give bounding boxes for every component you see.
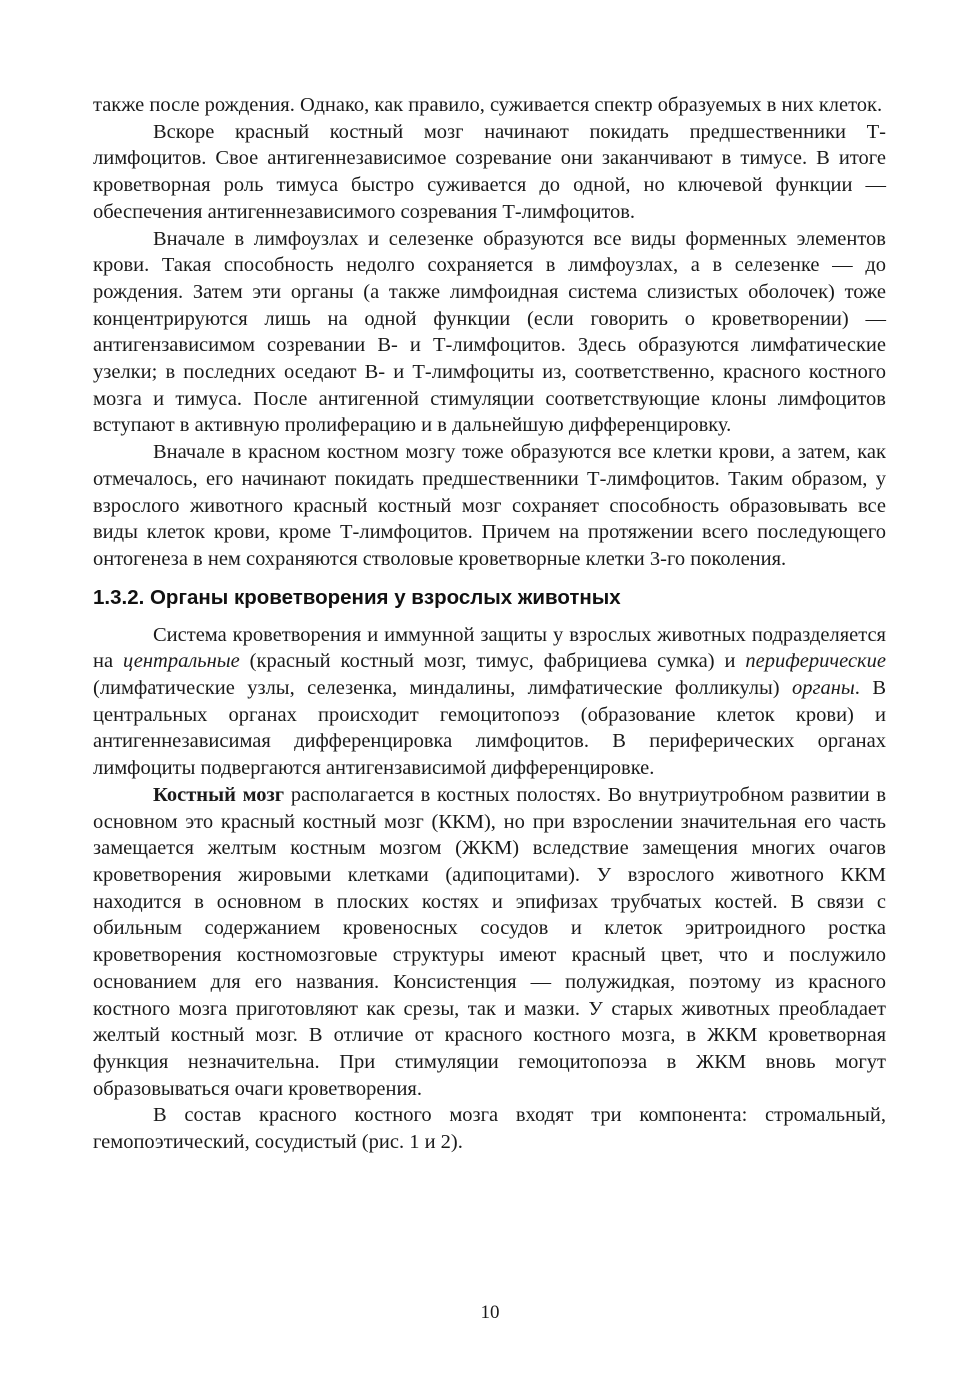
paragraph-3: Вначале в лимфоузлах и селезенке образуются все виды форменных элементов крови. Такая способность недолго сохраняется в лимфоузлах, а в селезенке — до рождения. Затем эти органы (а также лимфоидная система слизистых оболочек) тоже концентрируются лишь на одной функции (если говорить о кроветворении) — антигензависимом созревании В- и Т-лимфоцитов. Здесь образуются лимфатические узелки; в последних оседают В- и Т-лимфоциты из, соответственно, красного костного мозга и тимуса. После антигенной стимуляции соответствующие клоны лимфоцитов вступают в активную пролиферацию и в дальнейшую дифференцировку. — [93, 227, 886, 437]
paragraph-5 — [93, 622, 886, 782]
paragraph-2: Вскоре красный костный мозг начинают покидать предшественники Т-лимфоцитов. Свое антигеннезависимое созревание они заканчивают в тимусе. В итоге кроветворная роль тимуса быстро суживается до одной, но ключевой функции — обеспечения антигеннезависимого созревания Т-лимфоцитов. — [93, 120, 886, 223]
paragraph-6-bold-term: Костный мозг — [153, 783, 285, 806]
paragraph-5-text-d: . В центральных органах происходит гемоцитопоэз (образование клеток крови) и антигеннезависимая дифференцировка лимфоцитов. В периферических органах лимфоциты подвергаются антигензависимой дифференцировке. — [93, 677, 886, 780]
paragraph-5-italic-organs: органы — [791, 677, 855, 700]
paragraph-1: также после рождения. Однако, как правило, суживается спектр образуемых в них клеток. — [93, 94, 883, 116]
paragraph-6-text: располагается в костных полостях. Во внутриутробном развитии в основном это красный костный мозг (ККМ), но при взрослении значительная его часть замещается желтым костным мозгом (ЖКМ) вследствие замещения многих очагов кроветворения жировыми клетками (адипоцитами). У взрослого животного ККМ находится в основном в плоских костях и эпифизах трубчатых костей. В связи с обильным содержанием кровеносных сосудов и клеток эритроидного ростка кроветворения костномозговые структуры имеют красный цвет, что и послужило основанием для его названия. Консистенция — полужидкая, поэтому из красного костного мозга приготовляют как срезы, так и мазки. У старых животных преобладает желтый костный мозг. В отличие от красного костного мозга, в ЖКМ кроветворная функция незначительна. При стимуляции гемоцитопоэза в ЖКМ вновь могут образовываться очаги кроветворения. — [93, 783, 886, 1100]
paragraph-5-text-a: Система кроветворения и иммунной защиты у взрослых животных подразделяется на — [93, 623, 886, 673]
paragraph-4: Вначале в красном костном мозгу тоже образуются все клетки крови, а затем, как отмечалось, его начинают покидать предшественники Т-лимфоцитов. Таким образом, у взрослого животного красный костный мозг сохраняет способность образовывать все виды клеток крови, кроме Т-лимфоцитов. Причем на протяжении всего последующего онтогенеза в нем сохраняются стволовые кроветворные клетки 3-го поколения. — [93, 441, 886, 570]
document-page — [93, 92, 886, 1156]
paragraph-5-italic-central: центральные — [123, 650, 240, 673]
section-heading: 1.3.2. Органы кроветворения у взрослых животных — [93, 585, 621, 609]
paragraph-7: В состав красного костного мозга входят три компонента: стромальный, гемопоэтический, сосудистый (рис. 1 и 2). — [93, 1104, 886, 1154]
paragraph-5-text-c: (лимфатические узлы, селезенка, миндалины, лимфатические фолликулы) — [93, 677, 792, 700]
paragraph-6 — [93, 782, 886, 1102]
page-number: 10 — [480, 1302, 500, 1323]
paragraph-5-italic-peripheral: периферические — [745, 650, 886, 673]
paragraph-5-text-b: (красный костный мозг, тимус, фабрициева сумка) и — [239, 650, 746, 673]
